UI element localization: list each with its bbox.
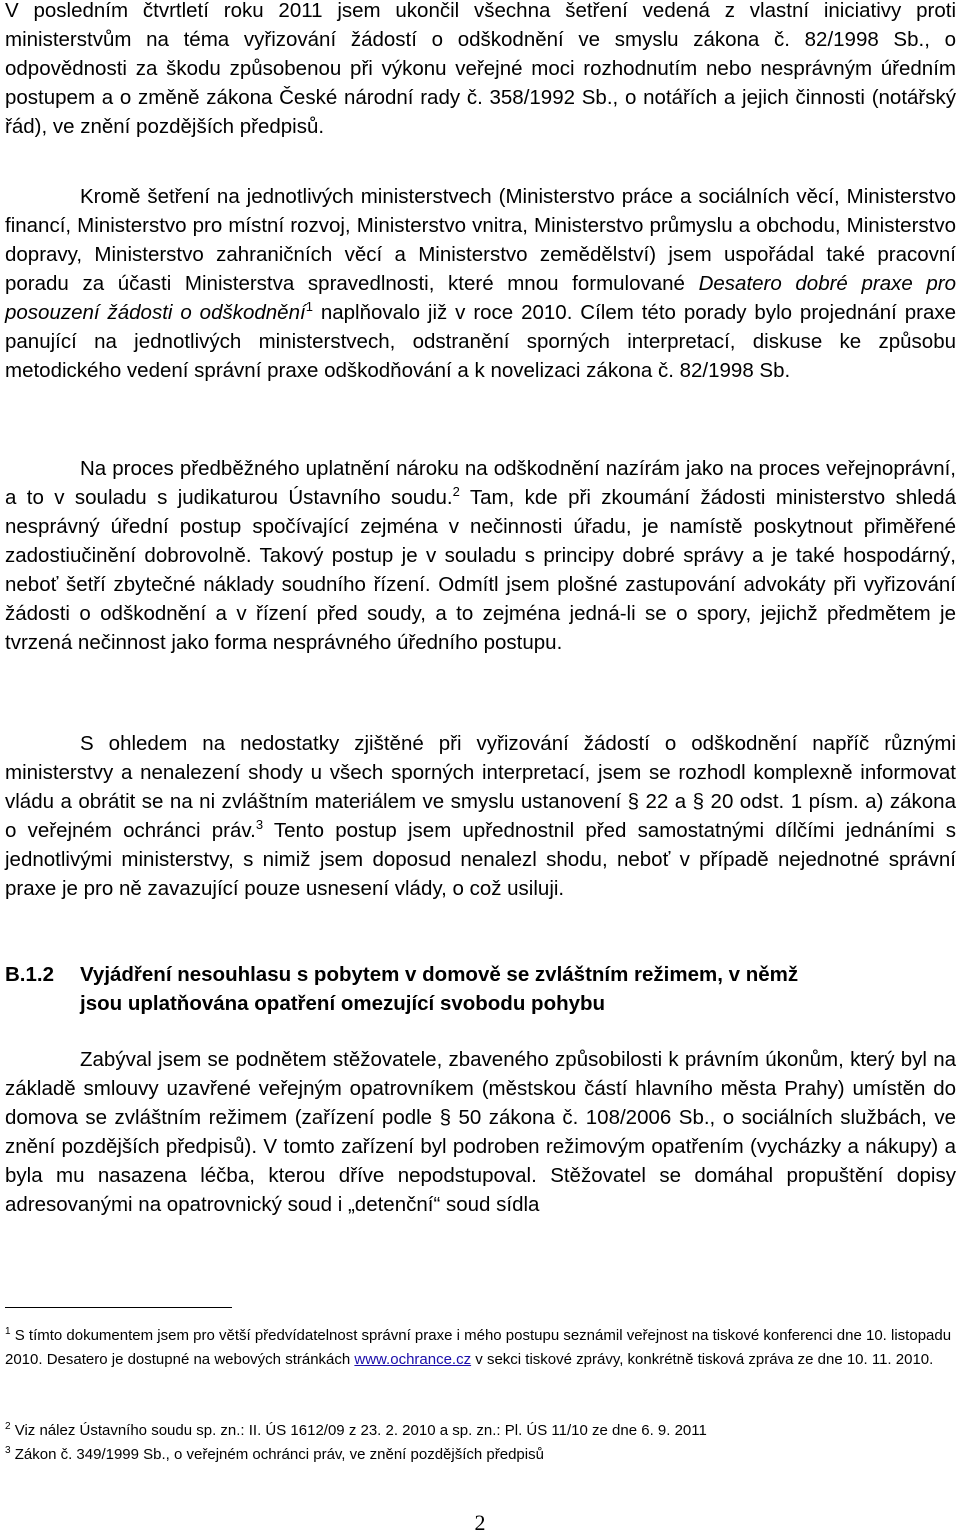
ochrance-link[interactable]: www.ochrance.cz bbox=[354, 1351, 472, 1368]
footnote-1 bbox=[5, 1324, 956, 1372]
paragraph-1 bbox=[5, 0, 956, 141]
footnote-divider bbox=[5, 1307, 232, 1308]
paragraph-4-text-a: S ohledem na nedostatky zjištěné při vyřizování žádostí o odškodnění napříč různými ministerstvy a nenalezení shody u všech sporných interpretací, jsem se rozhodl komplexně informovat vládu a obrátit se na ni zvláštním materiálem ve smyslu ustanovení § 22 a § 20 odst. 1 písm. a) zákona o veřejném ochránci práv. bbox=[5, 732, 956, 842]
section-number: B.1.2 bbox=[5, 963, 54, 986]
footnote-1-text-a: S tímto dokumentem jsem pro větší předvídatelnost správní praxe i mého postupu seznámil veřejnost na tiskové konferenci dne 10. listopadu 2010. Desatero je dostupné na webových stránkách bbox=[5, 1327, 952, 1368]
footnote-3-text: Zákon č. 349/1999 Sb., o veřejném ochránci práv, ve znění pozdějších předpisů bbox=[10, 1446, 544, 1463]
paragraph-3-text-b: Tam, kde při zkoumání žádosti ministerstvo shledá nesprávný úřední postup spočívající zejména v nečinnosti úřadu, je namístě poskytnout přiměřené zadostiučinění dobrovolně. Takový postup je v souladu s principy dobré správy a je také hospodárný, neboť šetří zbytečné náklady soudního řízení. Odmítl jsem plošné zastupování advokáty při vyřizování žádosti o odškodnění a v řízení před soudy, a to zejména jedná-li se o spory, jejichž předmětem je tvrzená nečinnost jako forma nesprávného úředního postupu. bbox=[5, 486, 956, 654]
section-title-line-1: Vyjádření nesouhlasu s pobytem v domově se zvláštním režimem, v němž bbox=[80, 963, 799, 986]
footnote-2-text: Viz nález Ústavního soudu sp. zn.: II. ÚS 1612/09 z 23. 2. 2010 a sp. zn.: Pl. ÚS 11/10 ze dne 6. 9. 2011 bbox=[10, 1422, 707, 1439]
footnote-ref-3[interactable]: 3 bbox=[255, 817, 264, 833]
footnote-1-number: 1 bbox=[5, 1326, 11, 1337]
paragraph-2-text-b: naplňovalo již v roce 2010. Cílem této porady bylo projednání praxe panující na jednotlivých ministerstvech, odstranění sporných interpretací, diskuse ke způsobu metodického vedení správní praxe odškodňování a k novelizaci zákona č. 82/1998 Sb. bbox=[5, 301, 957, 382]
paragraph-5 bbox=[5, 1045, 956, 1219]
footnote-ref-2[interactable]: 2 bbox=[452, 484, 460, 500]
paragraph-4 bbox=[5, 729, 956, 903]
paragraph-1-text: V posledním čtvrtletí roku 2011 jsem ukončil všechna šetření vedená z vlastní iniciativy proti ministerstvům na téma vyřizování žádostí o odškodnění ve smyslu zákona č. 82/1998 Sb., o odpovědnosti za škodu způsobenou při výkonu veřejné moci rozhodnutím nebo nesprávným úředním postupem a o změně zákona České národní rady č. 358/1992 Sb., o notářích a jejich činnosti (notářský řád), ve znění pozdějších předpisů. bbox=[5, 0, 956, 138]
section-title-line-2: jsou uplatňována opatření omezující svobodu pohybu bbox=[80, 992, 606, 1015]
paragraph-3-text-a: Na proces předběžného uplatnění nároku na odškodnění nazírám jako na proces veřejnoprávní, a to v souladu s judikaturou Ústavního soudu. bbox=[5, 457, 956, 509]
footnote-2-number: 2 bbox=[5, 1421, 11, 1432]
paragraph-5-text: Zabýval jsem se podnětem stěžovatele, zbaveného způsobilosti k právním úkonům, který byl na základě smlouvy uzavřené veřejným opatrovníkem (městskou částí hlavního města Prahy) umístěn do domova se zvláštním režimem (zařízení podle § 50 zákona č. 108/2006 Sb., o sociálních službách, ve znění pozdějších předpisů). V tomto zařízení byl podroben režimovým opatřením (vycházky a nákupy) a byla mu nasazena léčba, kterou dříve nepodstupoval. Stěžovatel se domáhal propuštění dopisy adresovanými na opatrovnický soud i „detenční“ soud sídla bbox=[5, 1048, 956, 1216]
paragraph-2-italic-title: Desatero dobré praxe pro posouzení žádosti o odškodnění bbox=[5, 272, 957, 324]
footnote-2 bbox=[5, 1419, 956, 1443]
footnote-1-text-b: v sekci tiskové zprávy, konkrétně tisková zpráva ze dne 10. 11. 2010. bbox=[471, 1351, 934, 1368]
footnote-3-number: 3 bbox=[5, 1445, 11, 1456]
paragraph-2-text-a: Kromě šetření na jednotlivých ministerstvech (Ministerstvo práce a sociálních věcí, Ministerstvo financí, Ministerstvo pro místní rozvoj, Ministerstvo vnitra, Ministerstvo průmyslu a obchodu, Ministerstvo dopravy, Ministerstvo zahraničních věcí a Ministerstvo zemědělství) jsem uspořádal také pracovní poradu za účasti Ministerstva spravedlnosti, které mnou formulované bbox=[5, 185, 956, 295]
paragraph-4-text-b: Tento postup jsem upřednostnil před samostatnými dílčími jednáními s jednotlivými ministerstvy, s nimiž jsem doposud nenalezl shodu, neboť v případě nejednotné správní praxe je pro ně zavazující pouze usnesení vlády, o což usiluji. bbox=[5, 819, 956, 900]
paragraph-2 bbox=[5, 182, 956, 385]
footnote-ref-1[interactable]: 1 bbox=[305, 299, 313, 315]
footnote-3 bbox=[5, 1443, 956, 1467]
paragraph-3 bbox=[5, 454, 956, 657]
section-heading bbox=[5, 960, 956, 1018]
page-number: 2 bbox=[474, 1510, 486, 1535]
